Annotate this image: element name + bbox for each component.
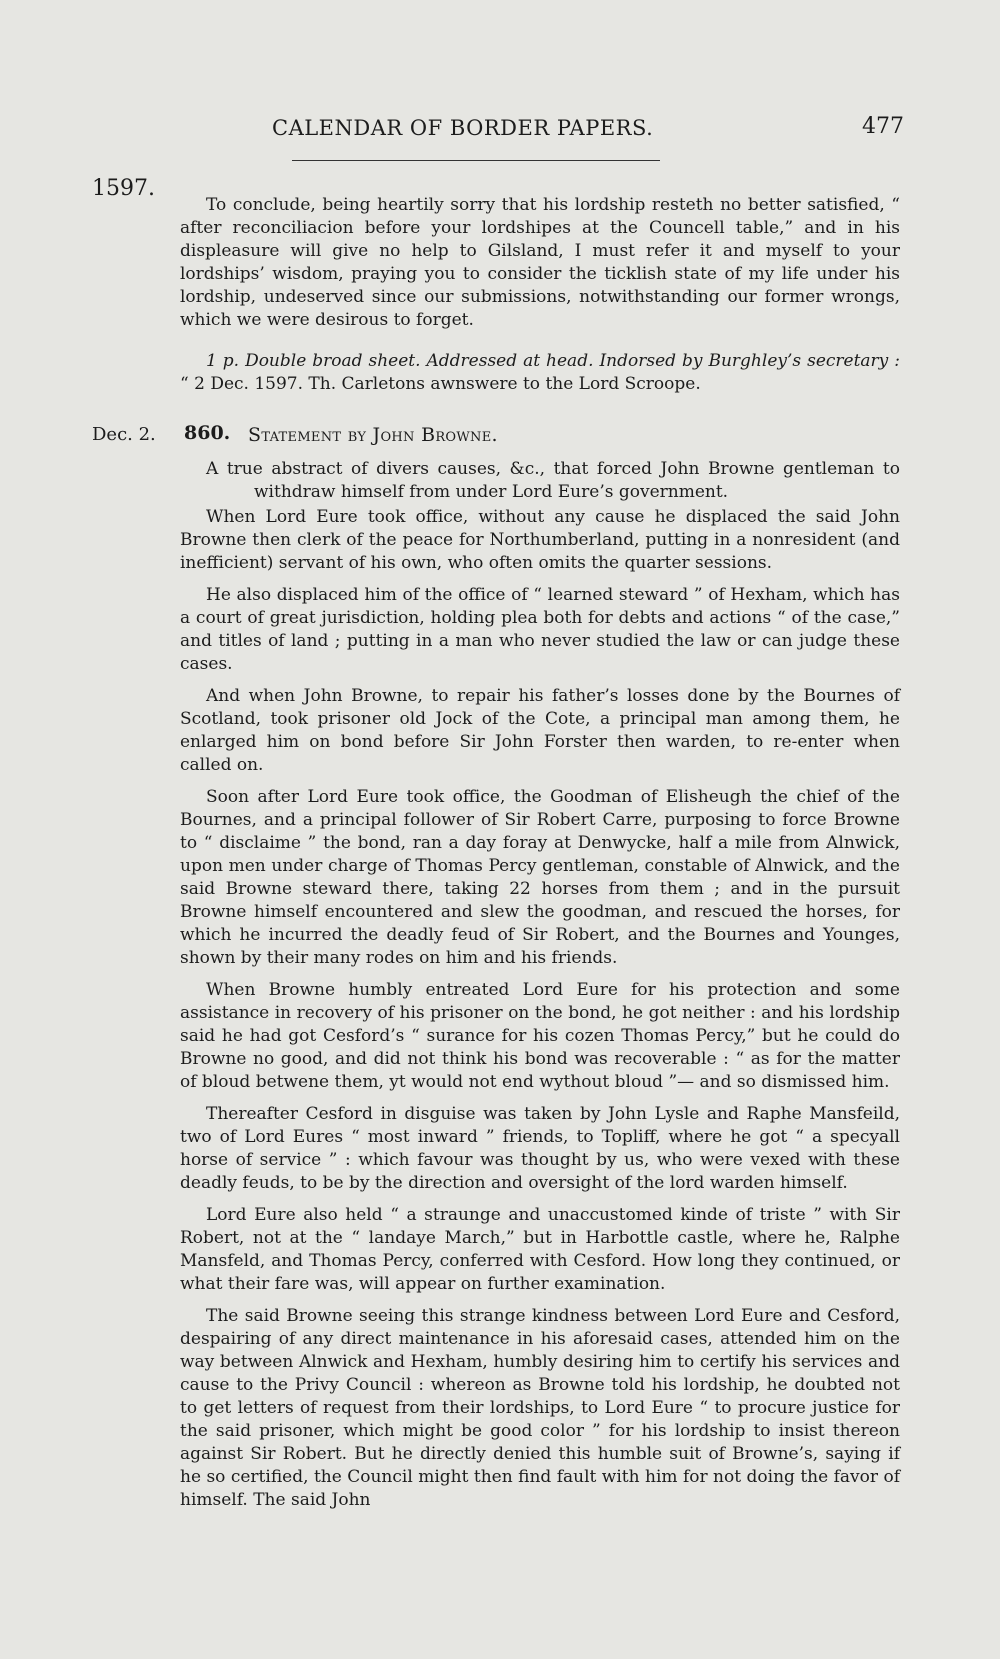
entry-title-text: Statement by John Browne. (248, 424, 498, 446)
margin-year: 1597. (92, 176, 155, 201)
entry-paragraph: When Browne humbly entreated Lord Eure for his protection and some assistance in recovery of his prisoner on the bond, he got neither : and his lordship said he had got Cesford’s “ surance for his cozen Thomas Percy,” but he could do Browne no good, and did not think his bond was recoverable : “ as for the matter of bloud betwene them, yt would not end wythout bloud ”— and so dismissed him. (180, 980, 900, 1092)
entry-date: Dec. 2. (92, 424, 156, 445)
entry-paragraph: Thereafter Cesford in disguise was taken by John Lysle and Raphe Mansfeild, two of Lord Eures “ most inward ” friends, to Topliff, where he got “ a specyall horse of service ” : which favour was thought by us, who were vexed with these deadly feuds, to be by the direction and oversight of the lord warden himself. (180, 1104, 900, 1193)
header-rule (292, 160, 660, 161)
opening-paragraph: To conclude, being heartily sorry that his lordship resteth no better satisfied, “ after reconciliacion before your lordshipes at the Councell table,” and in his displeasure will give no help to Gilsland, I must refer it and myself to your lordships’ wisdom, praying you to consider the ticklish state of my life under his lordship, undeserved since our submissions, notwithstanding our former wrongs, which we were desirous to forget. (180, 195, 900, 330)
entry-paragraph: Soon after Lord Eure took office, the Goodman of Elisheugh the chief of the Bournes, and a principal follower of Sir Robert Carre, purposing to force Browne to “ disclaime ” the bond, ran a day foray at Denwycke, half a mile from Alnwick, upon men under charge of Thomas Percy gentleman, constable of Alnwick, and the said Browne steward there, taking 22 horses from them ; and in the pursuit Browne himself encountered and slew the goodman, and rescued the horses, for which he incurred the deadly feud of Sir Robert, and the Bournes and Younges, shown by their many rodes on him and his friends. (180, 787, 900, 968)
entry-number: 860. (184, 422, 231, 444)
page-number: 477 (862, 114, 904, 139)
note-plain-text: “ 2 Dec. 1597. Th. Carletons awnswere to the Lord Scroope. (180, 374, 701, 394)
running-header-title: CALENDAR OF BORDER PAPERS. (272, 116, 654, 140)
entry-subtitle: A true abstract of divers causes, &c., that forced John Browne gentleman to withdraw himself from under Lord Eure’s government. (206, 459, 900, 502)
opening-block (180, 194, 900, 341)
entry-paragraph: And when John Browne, to repair his father’s losses done by the Bournes of Scotland, took prisoner old Jock of the Cote, a principal man among them, he enlarged him on bond before Sir John Forster then warden, to re-enter when called on. (180, 686, 900, 775)
entry-body (180, 458, 900, 1521)
entry-paragraph: When Lord Eure took office, without any cause he displaced the said John Browne then clerk of the peace for Northumberland, putting in a nonresident (and inefficient) servant of his own, who often omits the quarter sessions. (180, 507, 900, 573)
document-note (180, 350, 900, 396)
entry-paragraph: The said Browne seeing this strange kindness between Lord Eure and Cesford, despairing of any direct maintenance in his aforesaid cases, attended him on the way between Alnwick and Hexham, humbly desiring him to certify his services and cause to the Privy Council : whereon as Browne told his lordship, he doubted not to get letters of request from their lordships, to Lord Eure “ to procure justice for the said prisoner, which might be good color ” for his lordship to insist thereon against Sir Robert. But he directly denied this humble suit of Browne’s, saying if he so certified, the Council might then find fault with him for not doing the favor of himself. The said John (180, 1306, 900, 1510)
entry-paragraph: He also displaced him of the office of “ learned steward ” of Hexham, which has a court of great jurisdiction, holding plea both for debts and actions “ of the case,” and titles of land ; putting in a man who never studied the law or can judge these cases. (180, 585, 900, 674)
entry-title (248, 424, 498, 446)
entry-paragraph: Lord Eure also held “ a straunge and unaccustomed kinde of triste ” with Sir Robert, not at the “ landaye March,” but in Harbottle castle, where he, Ralphe Mansfeld, and Thomas Percy, conferred with Cesford. How long they continued, or what their fare was, will appear on further examination. (180, 1205, 900, 1294)
note-italic-text: 1 p. Double broad sheet. Addressed at head. Indorsed by Burghley’s secretary : (206, 351, 900, 371)
